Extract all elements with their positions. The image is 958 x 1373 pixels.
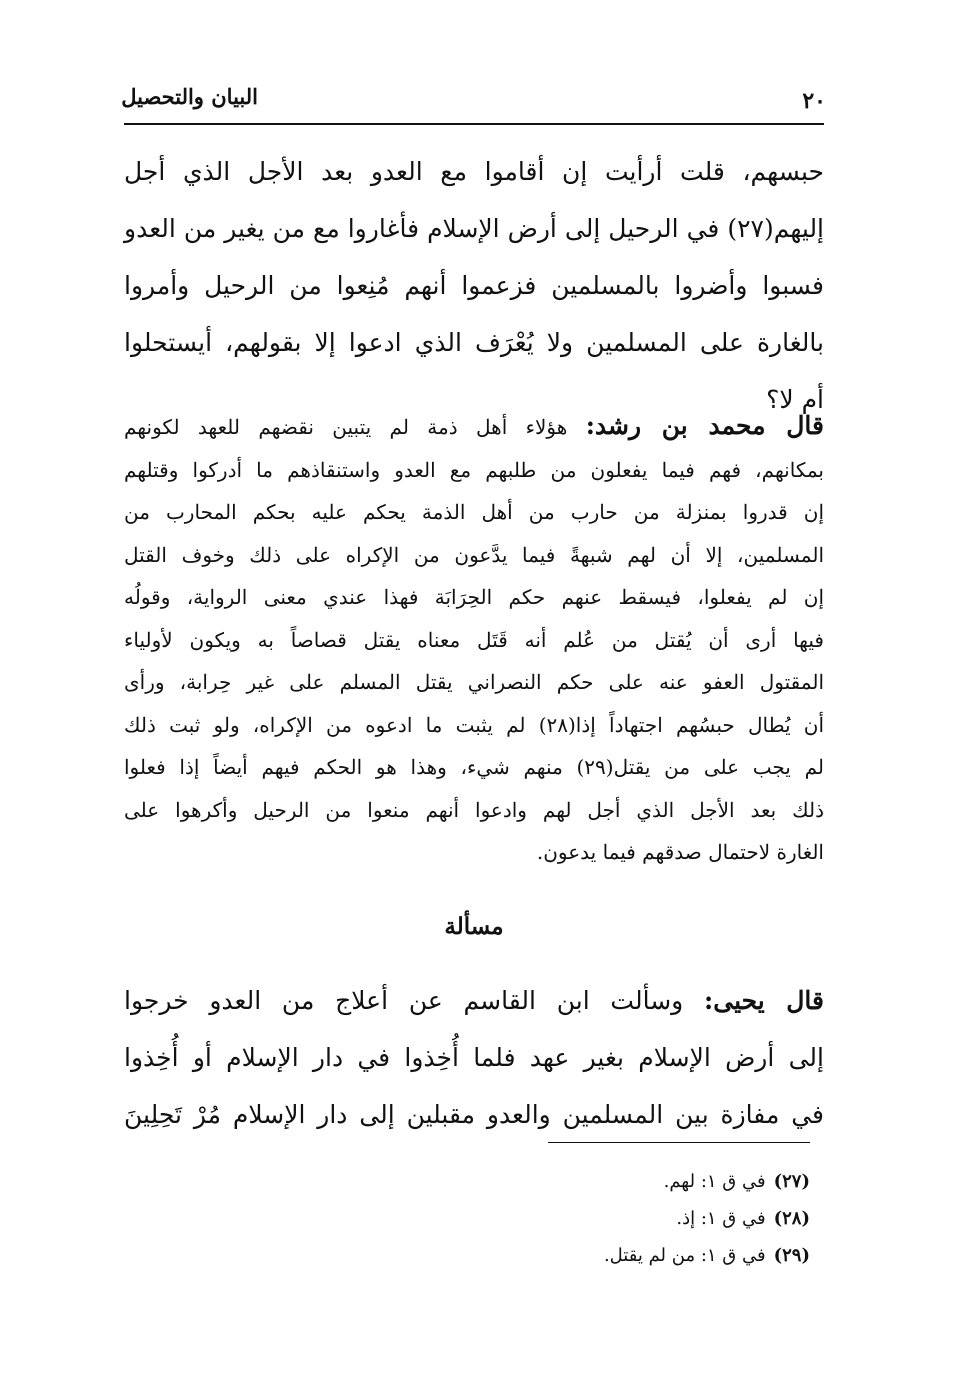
text-line: بالغارة على المسلمين ولا يُعْرَف الذي ادعوا إلا بقولهم، أيستحلوا (124, 328, 824, 357)
text-line: المقتول العفو عنه على حكم النصراني يقتل المسلم على غير حِرابة، ورأى (124, 670, 824, 694)
speaker-name: قال يحيى: (704, 986, 824, 1015)
footnote (604, 1237, 810, 1274)
text-line: المسلمين، إلا أن لهم شبهةً فيما يدَّعون من الإكراه على ذلك وخوف القتل (124, 542, 824, 567)
paragraph-commentary (124, 405, 824, 874)
text-line: في مفازة بين المسلمين والعدو مقبلين إلى دار الإسلام مُرْ تَحِلِينَ (124, 1100, 824, 1129)
speaker-name: قال محمد بن رشد: (585, 411, 825, 440)
text-line: إن قدروا بمنزلة من حارب من أهل الذمة يحكم عليه بحكم المحارب من (124, 500, 824, 524)
text-line: أم لا؟ (766, 385, 824, 414)
text-line: إلى أرض الإسلام بغير عهد فلما أُخِذوا في دار الإسلام أو أُخِذوا (124, 1043, 824, 1072)
text-line: أن يُطال حبسُهم اجتهاداً إذا(٢٨) لم يثبت ما ادعوه من الإكراه، ولو ثبت ذلك (124, 712, 825, 737)
footnote-number: (٢٩) (773, 1245, 810, 1266)
header-rule (124, 123, 824, 125)
page-number: ٢٠ (802, 88, 826, 114)
text-line: إن لم يفعلوا، فيسقط عنهم حكم الحِرَابَة فهذا عندي معنى الرواية، وقولُه (124, 585, 824, 609)
text-line: إليهم(٢٧) في الرحيل إلى أرض الإسلام فأغاروا مع من يغير من العدو (124, 214, 825, 243)
text-line: حبسهم، قلت أرأيت إن أقاموا مع العدو بعد الأجل الذي أجل (124, 157, 824, 186)
footnote (604, 1163, 810, 1200)
paragraph-question (124, 143, 824, 428)
text-line-content: وسألت ابن القاسم عن أعلاج من العدو خرجوا (124, 986, 684, 1015)
footnote-text: في ق ١: إذ. (676, 1208, 766, 1229)
text-line: لم يجب على من يقتل(٢٩) منهم شيء، وهذا هو الحكم فيهم أيضاً إذا فعلوا (124, 755, 824, 779)
text-line: الغارة لاحتمال صدقهم فيما يدعون. (536, 840, 824, 864)
footnote-text: في ق ١: لهم. (663, 1171, 766, 1192)
text-line (124, 405, 824, 449)
footnote-number: (٢٧) (773, 1171, 810, 1192)
footnote-rule (548, 1142, 810, 1143)
text-line: فسبوا وأضروا بالمسلمين فزعموا أنهم مُنِعوا من الرحيل وأمروا (124, 271, 824, 300)
text-line: فيها أرى أن يُقتل من عُلم أنه قَتَل معناه يقتل قصاصاً به ويكون لأولياء (124, 627, 824, 652)
text-line: ذلك بعد الأجل الذي أجل لهم وادعوا أنهم منعوا من الرحيل وأكرهوا على (124, 797, 824, 822)
footnote (604, 1200, 810, 1237)
text-line (124, 972, 824, 1029)
footnote-number: (٢٨) (773, 1208, 810, 1229)
section-heading: مسألة (444, 913, 504, 940)
text-line: بمكانهم، فهم فيما يفعلون من طلبهم مع العدو واستنقاذهم ما أدركوا وقتلهم (124, 457, 824, 482)
running-header-title: البيان والتحصيل (121, 84, 258, 109)
footnotes (604, 1163, 810, 1274)
footnote-text: في ق ١: من لم يقتل. (603, 1245, 766, 1266)
paragraph-new-question (124, 972, 824, 1143)
text-line-content: هؤلاء أهل ذمة لم يتبين نقضهم للعهد لكونهم (124, 415, 568, 439)
